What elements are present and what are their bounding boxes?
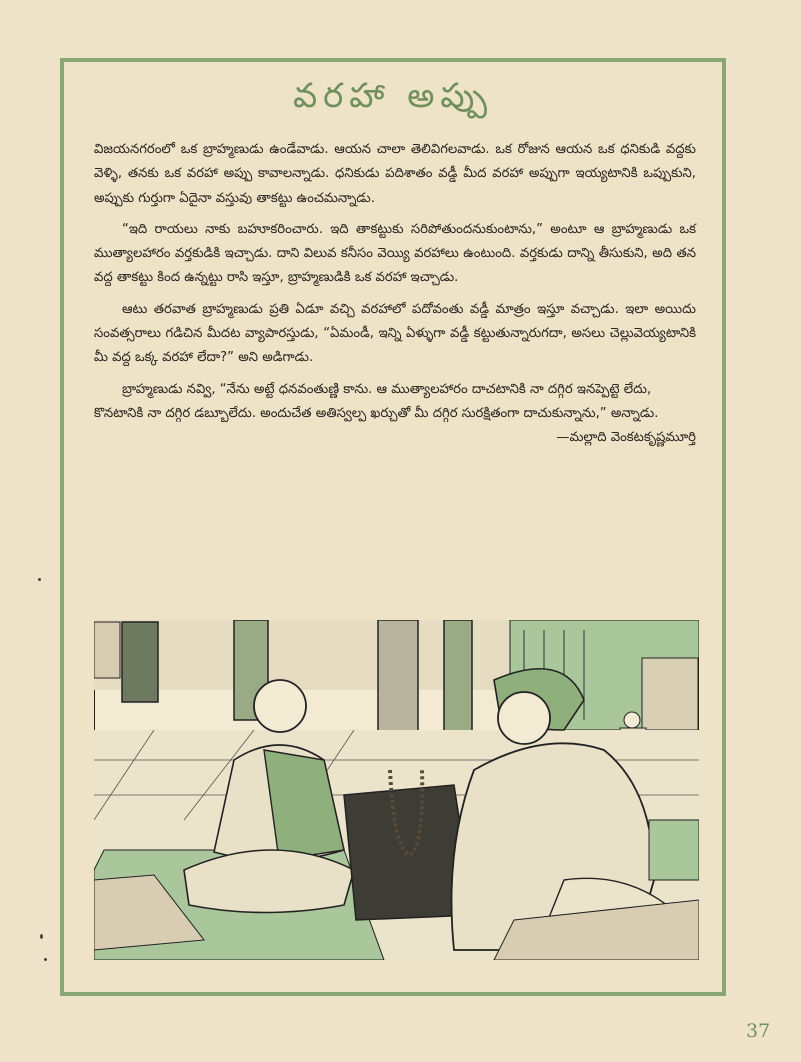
margin-speck <box>40 934 43 939</box>
margin-speck <box>38 578 41 581</box>
page-frame <box>60 58 726 996</box>
margin-speck <box>44 958 47 961</box>
story-text <box>94 138 696 451</box>
story-paragraph-2: “ఇది రాయలు నాకు బహూకరించారు. ఇది తాకట్టుకు సరిపోతుందనుకుంటాను,” అంటూ ఆ బ్రాహ్మణుడు ఒక ముత్యాలహారం వర్తకుడికి ఇచ్చాడు. దాని విలువ కనీసం వెయ్యి వరహాలు ఉంటుంది. వర్తకుడు దాన్ని తీసుకుని, అది తన వద్ద తాకట్టు కింద ఉన్నట్టు రాసి ఇస్తూ, బ్రాహ్మణుడికి ఒక వరహా ఇచ్చాడు. <box>94 221 696 286</box>
page-number: 37 <box>746 1020 771 1042</box>
author-credit: —మల్లాది వెంకటకృష్ణమూర్తి <box>556 430 696 446</box>
story-paragraph-3: ఆటు తరవాత బ్రాహ్మణుడు ప్రతి ఏడూ వచ్చి వరహాలో పదోవంతు వడ్డీ మాత్రం ఇస్తూ వచ్చాడు. ఇలా అయిదు సంవత్సరాలు గడిచిన మీదట వ్యాపారస్తుడు, “ఏమండీ, ఇన్ని ఏళ్ళుగా వడ్డీ కట్టుతున్నారుగదా, అసలు చెల్లువెయ్యటానికి మీ వద్ద ఒక్క వరహా లేదా?” అని అడిగాడు. <box>94 301 696 366</box>
story-paragraph-4-text: బ్రాహ్మణుడు నవ్వి, “నేను అట్టే ధనవంతుణ్ణి కాను. ఆ ముత్యాలహారం దాచటానికి నా దగ్గిర ఇనప్పెట్టె లేదు, కొనటానికి నా దగ్గిర డబ్బూలేదు. అందుచేత అతిస్వల్ప ఖర్చుతో మీ దగ్గిర సురక్షితంగా దాచుకున్నాను,” అన్నాడు. <box>94 381 659 421</box>
story-title: వరహా అప్పు <box>292 76 494 116</box>
illustration-drawing <box>94 620 699 960</box>
story-paragraph-4 <box>94 378 696 446</box>
story-illustration <box>94 620 699 960</box>
story-paragraph-1: విజయనగరంలో ఒక బ్రాహ్మణుడు ఉండేవాడు. ఆయన చాలా తెలివిగలవాడు. ఒక రోజున ఆయన ఒక ధనికుడి వద్దకు వెళ్ళి, తనకు ఒక వరహా అప్పు కావాలన్నాడు. ధనికుడు పదిశాతం వడ్డీ మీద వరహా అప్పుగా ఇయ్యటానికి ఒప్పుకుని, అప్పుకు గుర్తుగా ఏదైనా వస్తువు తాకట్టు ఉంచమన్నాడు. <box>94 142 696 206</box>
